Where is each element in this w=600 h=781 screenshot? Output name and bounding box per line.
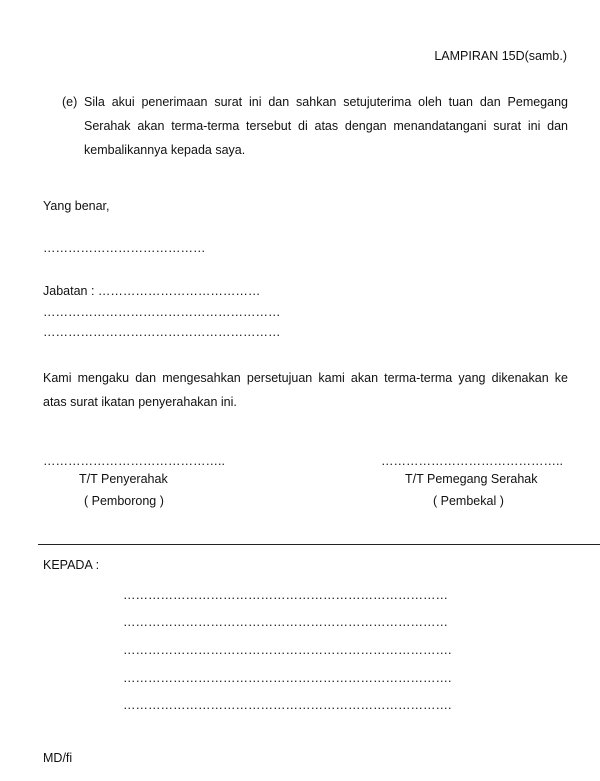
address-line: ……………………………………………………………………. (123, 671, 452, 685)
pemegang-serahak-role: ( Pembekal ) (433, 494, 504, 508)
penyerahak-role: ( Pemborong ) (84, 494, 164, 508)
acknowledgement-text: Kami mengaku dan mengesahkan persetujuan kami akan terma-terma yang dikenakan ke atas surat ikatan penyerahakan ini. (43, 371, 568, 409)
address-line: ……………………………………………………………………. (123, 643, 452, 657)
pemegang-serahak-signature-line: …………………………………….. (381, 454, 563, 468)
penyerahak-signature-line: …………………………………….. (43, 454, 225, 468)
reference-initials: MD/fi (43, 751, 73, 765)
address-line: …………………………………………………………………… (123, 615, 448, 629)
address-line: …………………………………………………………………… (123, 588, 448, 602)
clause-e (62, 90, 568, 162)
pemegang-serahak-title: T/T Pemegang Serahak (405, 472, 538, 486)
closing-greeting: Yang benar, (43, 199, 110, 213)
section-divider (38, 544, 600, 545)
clause-marker: (e) (62, 95, 78, 109)
address-line: ……………………………………………………………………. (123, 698, 452, 712)
penyerahak-title: T/T Penyerahak (79, 472, 168, 486)
jabatan-continuation-line: ………………………………………………… (43, 305, 281, 319)
signature-line: ………………………………… (43, 241, 206, 255)
attachment-reference: LAMPIRAN 15D(samb.) (434, 49, 567, 63)
jabatan-continuation-line: ………………………………………………… (43, 325, 281, 339)
clause-text: Sila akui penerimaan surat ini dan sahkan setujuterima oleh tuan dan Pemegang Serahak akan terma-terma tersebut di atas dengan menandatangani surat ini dan kembalikannya kepada saya. (84, 95, 568, 157)
jabatan-field: Jabatan : ………………………………… (43, 284, 261, 298)
recipient-label: KEPADA : (43, 558, 100, 572)
